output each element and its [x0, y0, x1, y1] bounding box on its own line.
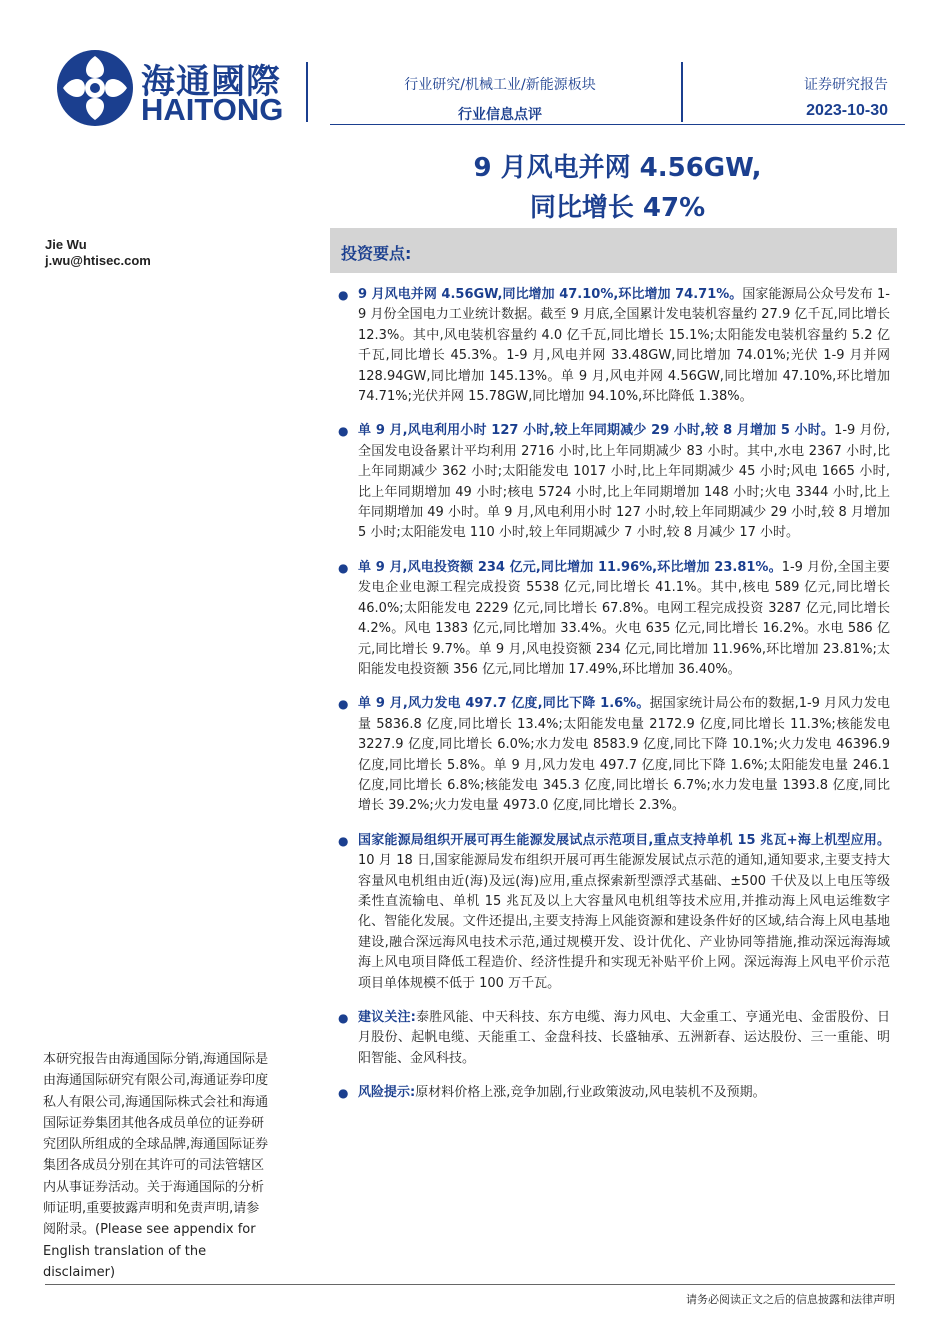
haitong-logo [55, 48, 295, 128]
bullet-body: 1-9 月份,全国发电设备累计平均利用 2716 小时,比上年同期减少 83 小时。其中,水电 2367 小时,比上年同期减少 362 小时;太阳能发电 1017 小时,比上年同期减少 45 小时;风电 1665 小时,比上年同期增加 49 小时;核电 5724 小时,比上年同期增加 148 小时;火电 3344 小时,比上年同期增加 49 小时。单 9 月,风电利用小时 127 小时,较上年同期减少 29 小时,较 8 月增加 5 小时;太阳能发电 110 小时,较上年同期减少 7 小时,较 8 月减少 17 小时。 [358, 423, 890, 541]
title-line-1: 9 月风电并网 4.56GW, [473, 153, 762, 183]
list-item [338, 421, 890, 543]
header-divider-right [681, 62, 683, 122]
section-header-bar [330, 228, 897, 273]
list-item [338, 694, 890, 816]
bullet-body: 国家能源局公众号发布 1-9 月份全国电力工业统计数据。截至 9 月底,全国累计发电装机容量约 27.9 亿千瓦,同比增长 12.3%。其中,风电装机容量约 4.0 亿千瓦,同比增长 15.1%;太阳能发电装机容量约 5.2 亿千瓦,同比增长 45.3%。1-9 月,风电并网 33.48GW,同比增加 74.01%;光伏 1-9 月并网 128.94GW,同比增加 145.13%。单 9 月,风电并网 4.56GW,同比增加 47.10%,环比增加 74.71%;光伏并网 15.78GW,同比增加 94.10%,环比降低 1.38%。 [358, 287, 890, 405]
haitong-emblem-icon [55, 48, 135, 128]
bullet-body: 泰胜风能、中天科技、东方电缆、海力风电、大金重工、亨通光电、金雷股份、日月股份、起帆电缆、天能重工、金盘科技、长盛轴承、五洲新春、运达股份、三一重能、明阳智能、金风科技。 [358, 1010, 890, 1066]
list-item [338, 1083, 890, 1103]
bullet-icon: ● [338, 697, 349, 712]
bullet-body: 原材料价格上涨,竞争加剧,行业政策波动,风电装机不及预期。 [415, 1085, 766, 1101]
brand-name-en: HAITONG [141, 92, 284, 127]
report-category: 行业研究/机械工业/新能源板块 [404, 77, 596, 93]
header-divider-left [306, 62, 308, 122]
report-date: 2023-10-30 [806, 102, 888, 119]
footer-notice: 请务必阅读正文之后的信息披露和法律声明 [686, 1293, 895, 1306]
report-type: 行业信息点评 [458, 107, 542, 123]
bullet-icon: ● [338, 560, 349, 575]
author-block [45, 237, 151, 269]
bullet-lead: 单 9 月,风电利用小时 127 小时,较上年同期减少 29 小时,较 8 月增加 5 小时。 [358, 423, 835, 439]
bullet-body: 10 月 18 日,国家能源局发布组织开展可再生能源发展试点示范的通知,通知要求,主要支持大容量风电机组由近(海)及远(海)应用,重点探索新型漂浮式基础、±500 千伏及以上电压等级柔性直流输电、单机 15 兆瓦及以上大容量风电机组等技术应用,并推动海上风电运维数字化、智能化发展。文件还提出,主要支持海上风能资源和建设条件好的区域,结合海上风电基地建设,融合深远海风电技术示范,通过规模开发、设计优化、产业协同等措施,推动深远海海域海上风电项目降低工程造价、经济性提升和实现无补贴平价上网。深远海海上风电平价示范项目单体规模不低于 100 万千瓦。 [358, 853, 890, 991]
title-line-2: 同比增长 47% [529, 193, 706, 223]
disclaimer-text: 本研究报告由海通国际分销,海通国际是由海通国际研究有限公司,海通证券印度私人有限公司,海通国际株式会社和海通国际证券集团其他各成员单位的证券研究团队所组成的全球品牌,海通国际证券集团各成员分别在其许可的司法管辖区内从事证券活动。关于海通国际的分析师证明,重要披露声明和免责声明,请参阅附录。(Please see appendix for English translation of the disclaimer) [43, 1052, 269, 1280]
bullet-icon: ● [338, 1011, 349, 1025]
list-item [338, 285, 890, 407]
bullet-lead: 建议关注: [358, 1010, 416, 1025]
bullet-body: 据国家统计局公布的数据,1-9 月风力发电量 5836.8 亿度,同比增长 13.4%;太阳能发电量 2172.9 亿度,同比增长 11.3%;核能发电 3227.9 亿度,同比增长 6.0%;水力发电 8583.9 亿度,同比下降 10.1%;火力发电 46396.9 亿度,同比增长 5.8%。单 9 月,风力发电 497.7 亿度,同比下降 1.6%;太阳能发电量 246.1 亿度,同比增长 6.8%;核能发电 345.3 亿度,同比增长 6.7%;水力发电量 1393.8 亿度,同比增长 39.2%;火力发电量 4973.0 亿度,同比增长 2.3%。 [358, 696, 891, 814]
bullet-lead: 单 9 月,风电投资额 234 亿元,同比增加 11.96%,环比增加 23.81%。 [358, 559, 782, 575]
brand-name-cn: 海通國際 [141, 62, 281, 102]
author-name: Jie Wu [45, 237, 87, 252]
bullet-icon: ● [338, 1086, 349, 1101]
bullet-lead: 国家能源局组织开展可再生能源发展试点示范项目,重点支持单机 15 兆瓦+海上机型应用。 [358, 832, 890, 848]
bullet-icon: ● [338, 833, 349, 848]
key-points-list [338, 285, 890, 1118]
section-title: 投资要点: [341, 244, 412, 263]
header-rule [330, 124, 905, 125]
report-label: 证券研究报告 [804, 77, 888, 93]
list-item [338, 1008, 890, 1069]
page-title [330, 148, 905, 228]
footer-rule [45, 1284, 895, 1285]
bullet-icon: ● [338, 288, 349, 302]
list-item [338, 558, 890, 680]
bullet-lead: 单 9 月,风力发电 497.7 亿度,同比下降 1.6%。 [358, 696, 650, 712]
bullet-icon: ● [338, 424, 349, 439]
bullet-lead: 风险提示: [358, 1085, 416, 1101]
bullet-lead: 9 月风电并网 4.56GW,同比增加 47.10%,环比增加 74.71%。 [358, 287, 743, 302]
author-email[interactable]: j.wu@htisec.com [45, 253, 151, 268]
list-item [338, 831, 890, 994]
bullet-body: 1-9 月份,全国主要发电企业电源工程完成投资 5538 亿元,同比增长 41.1%。其中,核电 589 亿元,同比增长 46.0%;太阳能发电 2229 亿元,同比增长 67.8%。电网工程完成投资 3287 亿元,同比增长 4.2%。风电 1383 亿元,同比增加 33.4%。火电 635 亿元,同比增长 16.2%。水电 586 亿元,同比增长 9.7%。单 9 月,风电投资额 234 亿元,同比增加 11.96%,环比增加 23.81%;太阳能发电投资额 356 亿元,同比增加 17.49%,环比增加 36.40%。 [358, 559, 890, 677]
